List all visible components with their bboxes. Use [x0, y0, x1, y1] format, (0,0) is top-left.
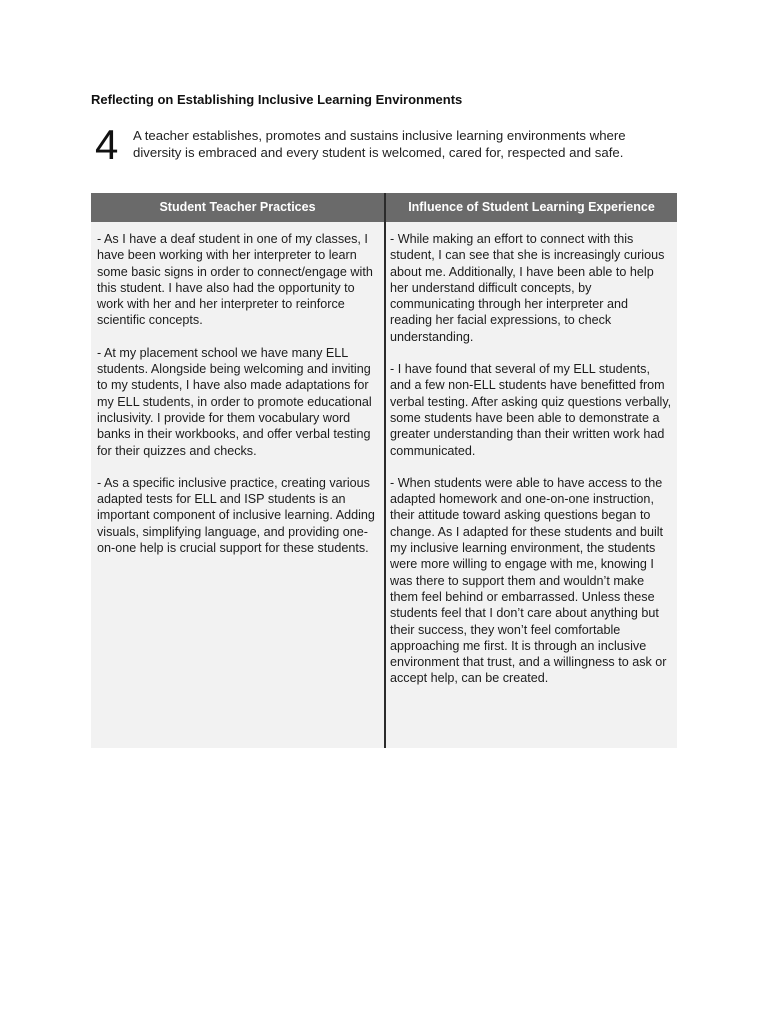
header-student-teacher-practices: Student Teacher Practices: [91, 193, 384, 222]
practice-entry: - At my placement school we have many ELL students. Alongside being welcoming and inviting to my students, I have also made adaptations for my ELL students, in order to promote educational inclusivity. I provide for them vocabulary word banks in their workbooks, and offer verbal testing for their quizzes and checks.: [97, 345, 372, 458]
standard-number: 4: [95, 121, 119, 168]
influence-entry: - I have found that several of my ELL students, and a few non-ELL students have benefitted from verbal testing. After asking quiz questions verbally, some students have been able to demonstrate a greater understanding than their written work had communicated.: [390, 362, 672, 458]
standard-description: A teacher establishes, promotes and sustains inclusive learning environments where diversity is embraced and every student is welcomed, cared for, respected and safe.: [133, 128, 626, 160]
page-title: Reflecting on Establishing Inclusive Learning Environments: [91, 92, 463, 107]
standard-block: [95, 122, 675, 172]
column-divider: [384, 193, 386, 748]
practice-entry: - As a specific inclusive practice, creating various adapted tests for ELL and ISP students is an important component of inclusive learning. Adding visuals, simplifying language, and providing one-on-one help is crucial support for these students.: [97, 475, 375, 556]
influence-column: [390, 231, 672, 703]
practices-column: [97, 231, 379, 572]
influence-entry: - When students were able to have access to the adapted homework and one-on-one instruction, their attitude toward asking questions began to change. As I adapted for these students and built my inclusive learning environment, the students were more willing to engage with me, knowing I was there to support them and wouldn’t make them feel behind or embarrassed. Unless these students feel that I don’t care about anything but their success, they won’t feel comfortable approaching me first. It is through an inclusive environment that trust, and a willingness to ask or accept help, can be created.: [390, 475, 667, 686]
header-influence-student-learning: Influence of Student Learning Experience: [386, 193, 677, 222]
reflection-table: [91, 193, 677, 748]
influence-entry: - While making an effort to connect with this student, I can see that she is increasingly curious about me. Additionally, I have been able to help her understand difficult concepts, by communicating through her interpreter and reading her facial expressions, to check understanding.: [390, 232, 665, 344]
practice-entry: - As I have a deaf student in one of my classes, I have been working with her interpreter to learn some basic signs in order to connect/engage with this student. I have also had the opportunity to work with her and her interpreter to reinforce scientific concepts.: [97, 232, 373, 328]
